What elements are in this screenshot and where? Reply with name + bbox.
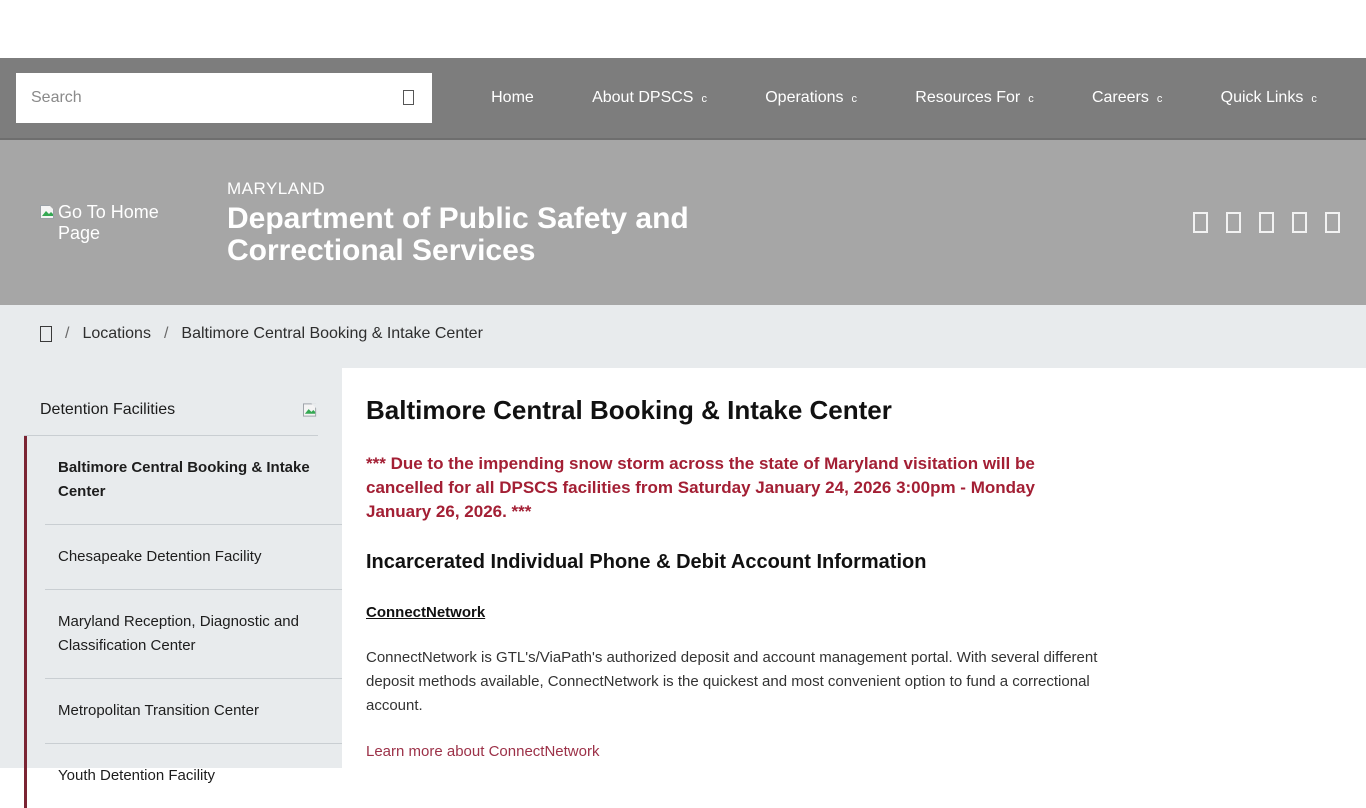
content-area — [0, 363, 1366, 784]
chevron-down-icon: c — [701, 93, 707, 105]
site-header — [0, 140, 1366, 305]
state-label: MARYLAND — [227, 178, 326, 198]
home-icon[interactable] — [40, 326, 52, 342]
nav-item-label: Quick Links — [1220, 89, 1304, 106]
sidebar — [0, 363, 342, 784]
social-icon-1[interactable] — [1193, 212, 1208, 233]
social-icon-4[interactable] — [1292, 212, 1307, 233]
breadcrumb-current-page: Baltimore Central Booking & Intake Center — [181, 325, 483, 342]
nav-item-label: Operations — [765, 89, 844, 106]
search-input[interactable] — [16, 73, 432, 123]
site-title-block — [227, 179, 787, 267]
sidebar-item-maryland-reception[interactable]: Maryland Reception, Diagnostic and Classification Center — [58, 613, 299, 654]
breadcrumb — [0, 305, 1366, 363]
breadcrumb-locations[interactable]: Locations — [82, 325, 151, 342]
chevron-down-icon: c — [1156, 93, 1163, 105]
nav-item-label: Resources For — [915, 89, 1021, 106]
chevron-down-icon: c — [1028, 93, 1034, 105]
learn-more-link[interactable]: Learn more about ConnectNetwork — [366, 743, 600, 760]
section-heading: Incarcerated Individual Phone & Debit Account Information — [366, 551, 927, 573]
sidebar-item-baltimore-central-booking[interactable]: Baltimore Central Booking & Intake Center — [58, 459, 310, 500]
main-navigation-bar — [0, 58, 1366, 140]
social-icons-row — [1193, 212, 1340, 233]
social-icon-3[interactable] — [1259, 212, 1274, 233]
breadcrumb-separator: / — [65, 325, 70, 342]
breadcrumb-separator: / — [163, 325, 169, 342]
sidebar-item-chesapeake-detention[interactable]: Chesapeake Detention Facility — [58, 548, 262, 565]
top-white-strip — [0, 0, 1366, 58]
nav-menu — [432, 89, 1366, 107]
main-content — [342, 368, 1366, 768]
page-title: Baltimore Central Booking & Intake Center — [366, 395, 892, 425]
sidebar-item-metropolitan-transition[interactable]: Metropolitan Transition Center — [58, 702, 259, 719]
search-box[interactable] — [16, 73, 432, 123]
social-icon-5[interactable] — [1325, 212, 1340, 233]
nav-item-careers[interactable] — [1092, 89, 1162, 107]
broken-image-icon — [40, 205, 56, 219]
visitation-cancellation-notice: *** Due to the impending snow storm across the state of Maryland visitation will be cancelled for all DPSCS facilities from Saturday January 24, 2026 3:00pm - Monday January 26, 2026. *** — [366, 454, 1035, 521]
connectnetwork-paragraph: ConnectNetwork is GTL's/ViaPath's authorized deposit and account management portal. With several different deposit methods available, ConnectNetwork is the quickest and most convenient option to fund a correctional account. — [366, 649, 1098, 714]
department-title: Department of Public Safety and Correctional Services — [227, 201, 689, 267]
chevron-down-icon: c — [1311, 93, 1317, 105]
logo-alt-text: Go To Home Page — [58, 201, 159, 243]
sidebar-item-youth-detention[interactable]: Youth Detention Facility — [58, 767, 216, 784]
nav-item-operations[interactable] — [765, 89, 857, 107]
chevron-down-icon: c — [851, 93, 857, 105]
nav-item-quick-links[interactable] — [1221, 89, 1317, 107]
nav-item-resources-for[interactable] — [915, 89, 1033, 107]
search-icon[interactable] — [403, 90, 414, 105]
nav-item-about-dpscs[interactable] — [592, 89, 707, 107]
connectnetwork-subheading: ConnectNetwork — [366, 604, 486, 621]
sidebar-header — [40, 401, 318, 419]
nav-item-label: Home — [491, 89, 534, 106]
social-icon-2[interactable] — [1226, 212, 1241, 233]
nav-item-label: About DPSCS — [592, 89, 694, 106]
sidebar-title: Detention Facilities — [40, 401, 176, 418]
home-logo-link[interactable] — [40, 202, 190, 244]
nav-item-label: Careers — [1091, 89, 1149, 106]
sidebar-facility-list — [24, 436, 342, 808]
broken-image-icon — [303, 403, 318, 417]
nav-item-home[interactable] — [491, 89, 534, 107]
